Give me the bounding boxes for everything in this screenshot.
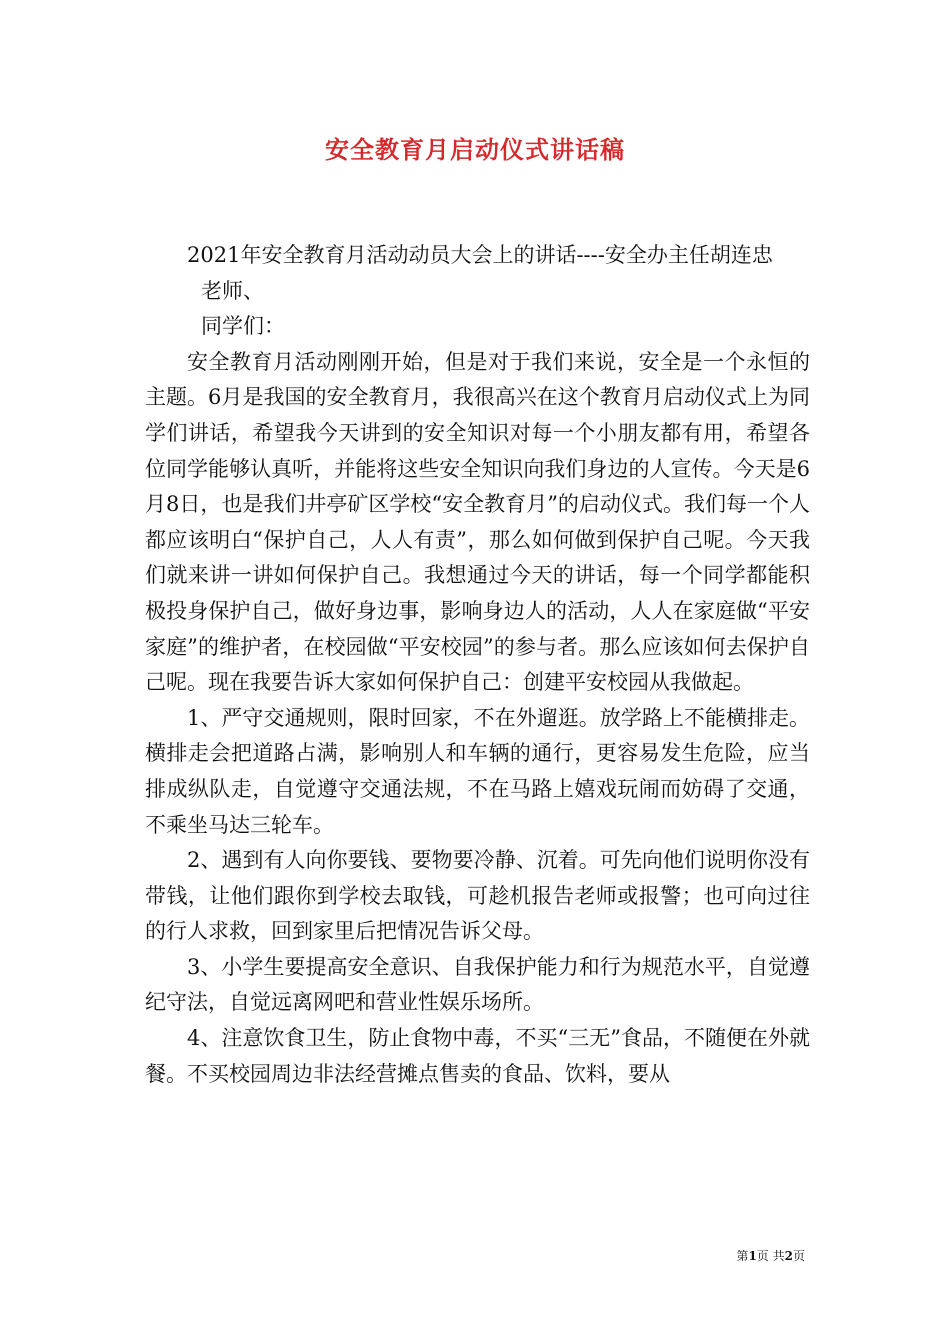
paragraph-rule-3: 3、小学生要提高安全意识、自我保护能力和行为规范水平，自觉遵纪守法，自觉远离网吧和营业性娱乐场所。 — [145, 954, 810, 1015]
footer-total-pages: 2 — [784, 1249, 793, 1263]
salutation-students: 同学们： — [201, 314, 285, 339]
footer-current-page: 1 — [748, 1249, 757, 1263]
paragraph-rule-2: 2、遇到有人向你要钱、要物要冷静、沉着。可先向他们说明你没有带钱，让他们跟你到学校去取钱，可趁机报告老师或报警；也可向过往的行人求救，回到家里后把情况告诉父母。 — [145, 848, 810, 944]
paragraph-rule-4: 4、注意饮食卫生，防止食物中毒，不买“三无”食品，不随便在外就餐。不买校园周边非法经营摊点售卖的食品、饮料，要从 — [145, 1026, 810, 1086]
footer-suffix: 页 — [792, 1249, 805, 1263]
paragraph-intro: 安全教育月活动刚刚开始，但是对于我们来说，安全是一个永恒的主题。6月是我国的安全教育月，我很高兴在这个教育月启动仪式上为同学们讲话，希望我今天讲到的安全知识对每一个小朋友都有用，希望各位同学能够认真听，并能将这些安全知识向我们身边的人宣传。今天是6月8日，也是我们井亭矿区学校“安全教育月”的启动仪式。我们每一个人都应该明白“保护自己，人人有责”，那么如何做到保护自己呢。今天我们就来讲一讲如何保护自己。我想通过今天的讲话，每一个同学都能积极投身保护自己，做好身边事，影响身边人的活动，人人在家庭做“平安家庭”的维护者，在校园做“平安校园”的参与者。那么应该如何去保护自己呢。现在我要告诉大家如何保护自己：创建平安校园从我做起。 — [145, 349, 810, 695]
document-title: 安全教育月启动仪式讲话稿 — [325, 135, 625, 164]
document-body — [145, 238, 810, 1092]
speech-subtitle: 2021年安全教育月活动动员大会上的讲话----安全办主任胡连忠 — [187, 243, 773, 267]
paragraph-rule-1: 1、严守交通规则，限时回家，不在外遛逛。放学路上不能横排走。横排走会把道路占满，影响别人和车辆的通行，更容易发生危险，应当排成纵队走，自觉遵守交通法规，不在马路上嬉戏玩闹而妨碍了交通，不乘坐马达三轮车。 — [145, 705, 810, 837]
footer-prefix: 第 — [736, 1249, 749, 1263]
page-number-footer — [0, 1248, 805, 1264]
salutation-teachers: 老师、 — [201, 278, 264, 303]
footer-middle: 页 共 — [756, 1249, 785, 1263]
